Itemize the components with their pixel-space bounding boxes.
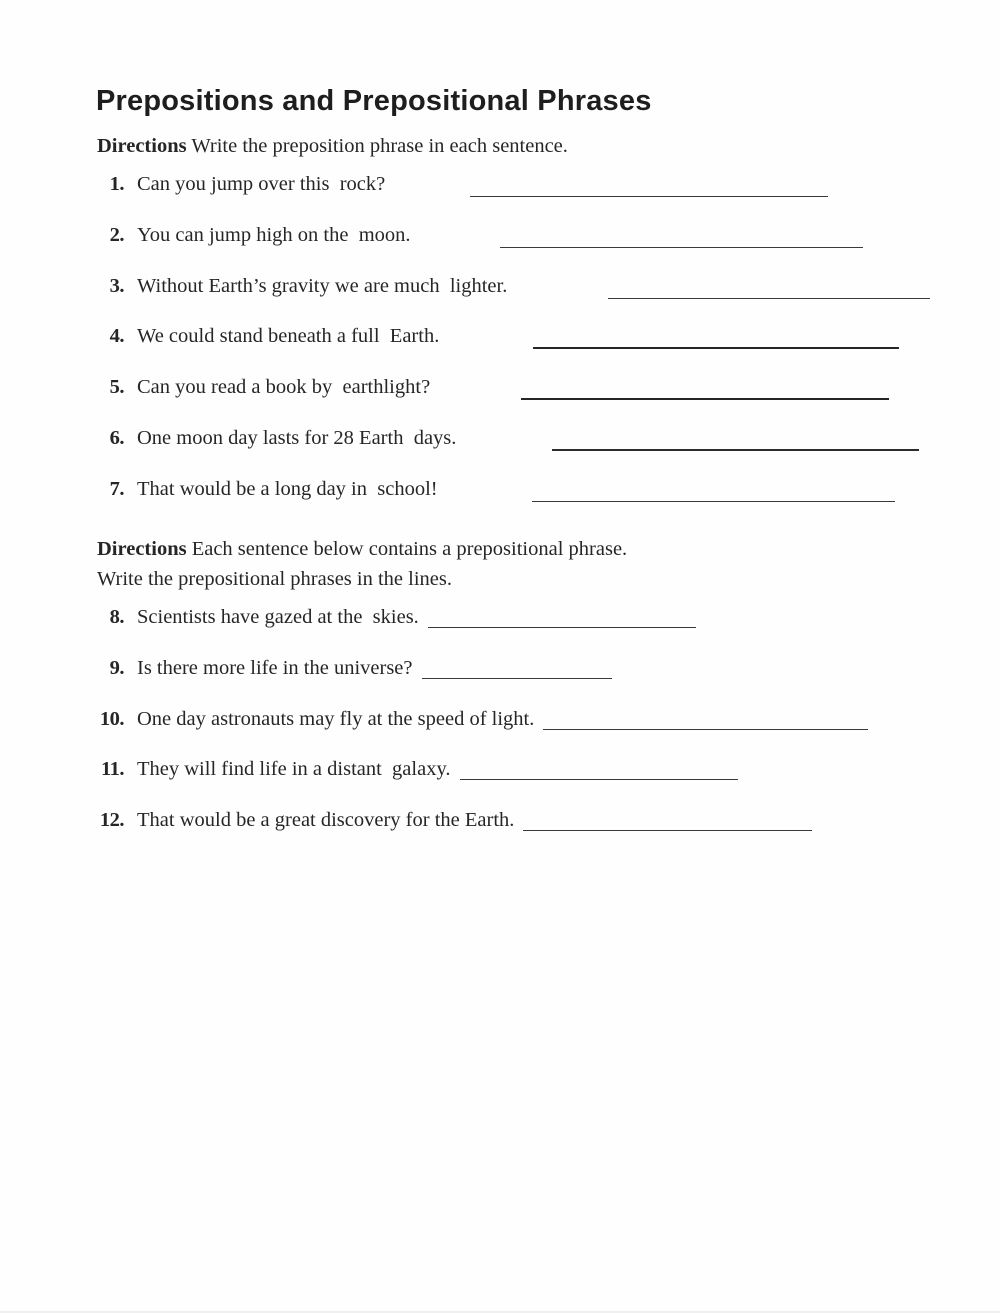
item-number: 6.: [109, 426, 124, 449]
directions-line-1: [97, 534, 627, 564]
item-number: 7.: [109, 477, 124, 500]
item-number: 1.: [109, 173, 124, 195]
answer-line[interactable]: [428, 615, 696, 628]
answer-line[interactable]: [470, 196, 828, 197]
answer-line[interactable]: [500, 247, 863, 248]
item-number: 3.: [109, 274, 124, 297]
item-sentence: One moon day lasts for 28 Earth days.: [137, 426, 457, 449]
answer-line[interactable]: [608, 298, 930, 299]
answer-line[interactable]: [543, 717, 868, 730]
worksheet-item: [97, 274, 1000, 325]
directions-section-2: [97, 534, 627, 594]
worksheet-item: [97, 757, 1000, 808]
worksheet-item: [97, 477, 1000, 528]
item-sentence: Is there more life in the universe?: [137, 656, 413, 679]
item-number: 9.: [109, 656, 124, 679]
item-sentence: Can you jump over this rock?: [137, 173, 386, 195]
item-sentence: Scientists have gazed at the skies.: [137, 606, 419, 628]
answer-line[interactable]: [532, 501, 895, 502]
directions-line-2: Write the prepositional phrases in the lines.: [97, 568, 452, 590]
item-sentence: Can you read a book by earthlight?: [137, 376, 431, 399]
answer-line[interactable]: [523, 818, 812, 831]
item-number: 12.: [99, 809, 124, 832]
item-sentence: You can jump high on the moon.: [137, 223, 411, 246]
worksheet-item: [97, 324, 1000, 375]
item-sentence: Without Earth’s gravity we are much lighter.: [137, 274, 508, 297]
directions-text: Write the preposition phrase in each sentence.: [191, 135, 568, 157]
directions-label: Directions: [97, 538, 187, 560]
item-number: 2.: [109, 223, 124, 246]
directions-label: Directions: [97, 135, 187, 157]
answer-line[interactable]: [521, 398, 889, 400]
worksheet-item: [97, 656, 1000, 707]
worksheet-item: [97, 808, 1000, 859]
item-number: 10.: [99, 707, 124, 730]
worksheet-item: [97, 223, 1000, 274]
item-number: 11.: [101, 758, 124, 781]
item-number: 5.: [109, 376, 124, 399]
answer-line[interactable]: [422, 666, 612, 679]
worksheet-item: [97, 426, 1000, 477]
item-number: 4.: [109, 325, 124, 348]
page-title: Prepositions and Prepositional Phrases: [96, 85, 652, 117]
item-list-2: [97, 605, 1000, 859]
item-list-1: [97, 172, 1000, 528]
item-sentence: That would be a long day in school!: [137, 477, 438, 500]
answer-line[interactable]: [533, 347, 899, 349]
answer-line[interactable]: [552, 449, 919, 451]
item-sentence: That would be a great discovery for the Earth.: [137, 809, 515, 832]
worksheet-item: [97, 605, 1000, 656]
worksheet-item: [97, 172, 1000, 223]
item-sentence: They will find life in a distant galaxy.: [137, 758, 451, 781]
worksheet-item: [97, 375, 1000, 426]
directions-section-1: [97, 131, 568, 161]
directions-text: Each sentence below contains a prepositional phrase.: [191, 538, 628, 560]
item-sentence: We could stand beneath a full Earth.: [137, 325, 440, 348]
answer-line[interactable]: [460, 767, 738, 780]
item-sentence: One day astronauts may fly at the speed of light.: [137, 707, 535, 730]
item-number: 8.: [109, 606, 124, 628]
worksheet-item: [97, 707, 1000, 758]
